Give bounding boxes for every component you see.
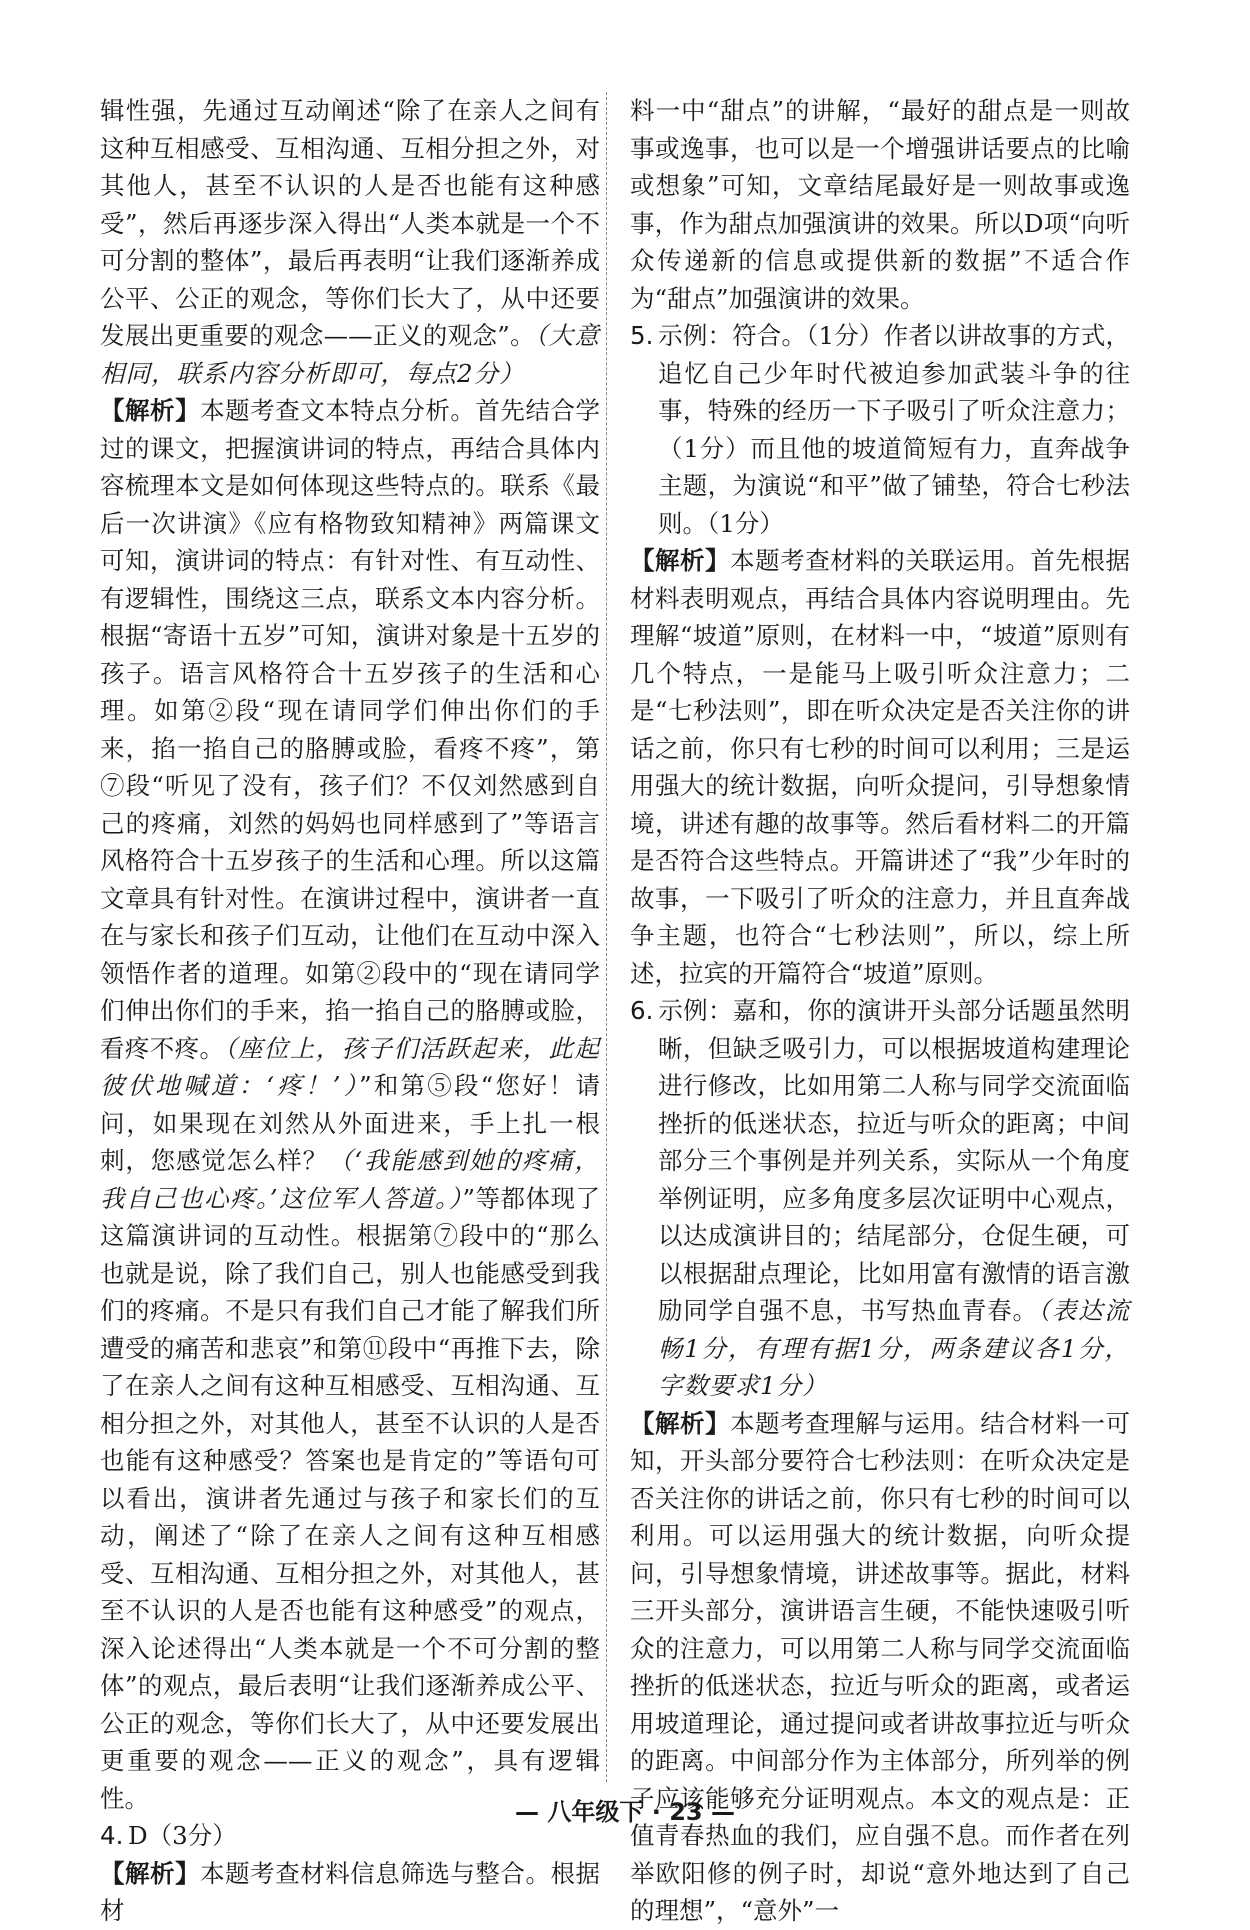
- question-4-analysis: 【解析】本题考查材料信息筛选与整合。根据材: [100, 1858, 601, 1925]
- question-6-analysis: 【解析】本题考查理解与运用。结合材料一可知，开头部分要符合七秒法则：在听众决定是否关注你的讲话之前，你只有七秒的时间可以利用。可以运用强大的统计数据，向听众提问，引导想象情境，讲述故事等。据此，材料三开头部分，演讲语言生硬，不能快速吸引听众的注意力，可以用第二人称与同学交流面临挫折的低迷状态，拉近与听众的距离，或者运用坡道理论，通过提问或者讲故事拉近与听众的距离。中间部分作为主体部分，所列举的例子应该能够充分证明观点。本文的观点是：正值青春热血的我们，应自强不息。而作者在列举欧阳修的例子时，却说“意外地达到了自己的理想”，“意外”一: [630, 1408, 1131, 1925]
- question-number: 4.: [100, 1821, 124, 1850]
- left-paragraph-1: 辑性强，先通过互动阐述“除了在亲人之间有这种互相感受、互相沟通、互相分担之外，对其他人，甚至不认识的人是否也能有这种感受”，然后再逐步深入得出“人类本就是一个不可分割的整体”，最后再表明“让我们逐渐养成公平、公正的观念，等你们长大了，从中还要发展出更重要的观念——正义的观念”。（大意相同，联系内容分析即可，每点2分）: [100, 96, 601, 388]
- column-divider: [606, 92, 607, 1782]
- question-number: 5.: [630, 321, 654, 350]
- left-analysis: 【解析】本题考查文本特点分析。首先结合学过的课文，把握演讲词的特点，再结合具体内容梳理本文是如何体现这些特点的。联系《最后一次讲演》《应有格物致知精神》两篇课文可知，演讲词的特点：有针对性、有互动性、有逻辑性，围绕这三点，联系文本内容分析。根据“寄语十五岁”可知，演讲对象是十五岁的孩子。语言风格符合十五岁孩子的生活和心理。如第②段“现在请同学们伸出你们的手来，掐一掐自己的胳膊或脸，看疼不疼”，第⑦段“听见了没有，孩子们？不仅刘然感到自己的疼痛，刘然的妈妈也同样感到了”等语言风格符合十五岁孩子的生活和心理。所以这篇文章具有针对性。在演讲过程中，演讲者一直在与家长和孩子们互动，让他们在互动中深入领悟作者的道理。如第②段中的“现在请同学们伸出你们的手来，掐一掐自己的胳膊或脸，看疼不疼。（座位上，孩子们活跃起来，此起彼伏地喊道：‘疼！’）”和第⑤段“您好！请问，如果现在刘然从外面进来，手上扎一根刺，您感觉怎么样？（‘我能感到她的疼痛，我自己也心疼。’这位军人答道。）”等都体现了这篇演讲词的互动性。根据第⑦段中的“那么也就是说，除了我们自己，别人也能感受到我们的疼痛。不是只有我们自己才能了解我们所遭受的痛苦和悲哀”和第⑪段中“再推下去，除了在亲人之间有这种互相感受、互相沟通、互相分担之外，对其他人，甚至不认识的人是否也能有这种感受？答案也是肯定的”等语句可以看出，演讲者先通过与孩子和家长们的互动，阐述了“除了在亲人之间有这种互相感受、互相沟通、互相分担之外，对其他人，甚至不认识的人是否也能有这种感受”的观点，深入论述得出“人类本就是一个不可分割的整体”的观点，最后表明“让我们逐渐养成公平、公正的观念，等你们长大了，从中还要发展出更重要的观念——正义的观念”，具有逻辑性。: [100, 396, 601, 1813]
- analysis-tag: 【解析】: [630, 1408, 731, 1438]
- stage-note: （‘我能感到她的疼痛，我自己也心疼。’这位军人答道。）: [100, 1146, 600, 1213]
- scoring-note: （大意相同，联系内容分析即可，每点2分）: [100, 321, 601, 388]
- analysis-tag: 【解析】: [100, 396, 201, 425]
- right-column: [630, 92, 1130, 1930]
- left-column: [100, 92, 600, 1930]
- right-paragraph-1: 料一中“甜点”的讲解，“最好的甜点是一则故事或逸事，也可以是一个增强讲话要点的比喻或想象”可知，文章结尾最好是一则故事或逸事，作为甜点加强演讲的效果。所以D项“向听众传递新的信息或提供新的数据”不适合作为“甜点”加强演讲的效果。: [630, 96, 1130, 313]
- question-6: 6. 示例：嘉和，你的演讲开头部分话题虽然明晰，但缺乏吸引力，可以根据坡道构建理论进行修改，比如用第二人称与同学交流面临挫折的低迷状态，拉近与听众的距离；中间部分三个事例是并列关系，实际从一个角度举例证明，应多角度多层次证明中心观点，以达成演讲目的；结尾部分，仓促生硬，可以根据甜点理论，比如用富有激情的语言激励同学自强不息，书写热血青春。（表达流畅1分，有理有据1分，两条建议各1分，字数要求1分）: [630, 992, 1130, 1405]
- analysis-tag: 【解析】: [630, 546, 731, 575]
- stage-note: （座位上，孩子们活跃起来，此起彼伏地喊道：‘疼！’）: [100, 1033, 601, 1100]
- analysis-tag: 【解析】: [100, 1858, 201, 1888]
- question-5-analysis: 【解析】本题考查材料的关联运用。首先根据材料表明观点，再结合具体内容说明理由。先理解“坡道”原则，在材料一中，“坡道”原则有几个特点，一是能马上吸引听众注意力；二是“七秒法则”，即在听众决定是否关注你的讲话之前，你只有七秒的时间可以利用；三是运用强大的统计数据，向听众提问，引导想象情境，讲述有趣的故事等。然后看材料二的开篇是否符合这些特点。开篇讲述了“我”少年时的故事，一下吸引了听众的注意力，并且直奔战争主题，也符合“七秒法则”，所以，综上所述，拉宾的开篇符合“坡道”原则。: [630, 546, 1131, 988]
- scoring-note: （表达流畅1分，有理有据1分，两条建议各1分，字数要求1分）: [658, 1296, 1131, 1400]
- question-number: 6.: [630, 996, 654, 1025]
- question-5: 5. 示例：符合。（1分）作者以讲故事的方式，追忆自己少年时代被迫参加武装斗争的往事，特殊的经历一下子吸引了听众注意力；（1分）而且他的坡道简短有力，直奔战争主题，为演说“和平”做了铺垫，符合七秒法则。（1分）: [630, 317, 1130, 542]
- question-4-answer: D（3分）: [128, 1821, 237, 1850]
- page-footer: — 八年级下 · 23 —: [515, 1798, 735, 1826]
